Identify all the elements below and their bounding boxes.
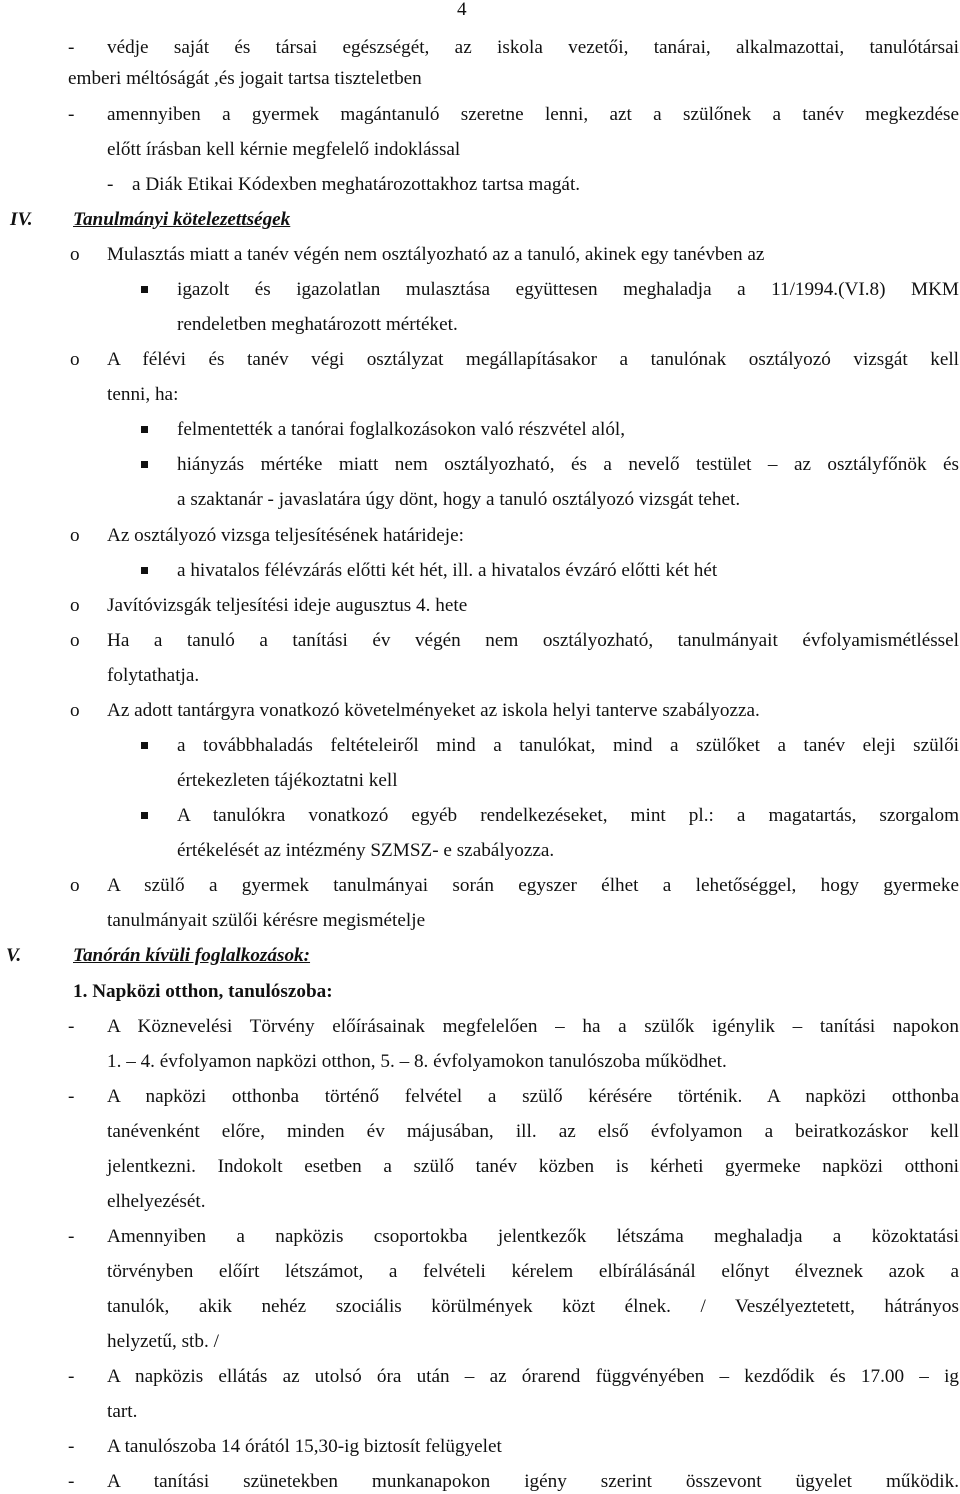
section-v-numeral: V. xyxy=(6,945,22,966)
section-v-title: Tanórán kívüli foglalkozások: xyxy=(73,945,311,966)
iv-p6-bullet-2-line-1: A tanulókra vonatkozó egyéb rendelkezéseket, mint pl.: a magatartás, szorgalom xyxy=(177,805,959,826)
iv-p1-bullet-1-line-2: rendeletben meghatározott mértéket. xyxy=(177,314,458,335)
v-d2-line-4: elhelyezését. xyxy=(107,1191,206,1212)
circle-marker: o xyxy=(70,875,80,896)
dash-marker: - xyxy=(68,1366,75,1387)
page-number: 4 xyxy=(457,0,467,20)
intro-item-2-line-1: amennyiben a gyermek magántanuló szeretne lenni, azt a szülőnek a tanév megkezdése xyxy=(107,104,959,125)
dash-marker: - xyxy=(68,104,75,125)
square-bullet-icon xyxy=(141,461,148,468)
intro-item-1-line-2: emberi méltóságát ,és jogait tartsa tiszteletben xyxy=(68,68,422,89)
dash-marker: - xyxy=(68,1086,75,1107)
iv-p2-line-1: A félévi és tanév végi osztályzat megállapításakor a tanulónak osztályozó vizsgát kell xyxy=(107,349,959,370)
iv-p3: Az osztályozó vizsga teljesítésének határideje: xyxy=(107,525,464,546)
iv-p5-line-1: Ha a tanuló a tanítási év végén nem osztályozható, tanulmányait évfolyamismétléssel xyxy=(107,630,959,651)
dash-marker: - xyxy=(68,1226,75,1247)
v-d4-line-1: A napközis ellátás az utolsó óra után – az órarend függvényében – kezdődik és 17.00 – ig xyxy=(107,1366,959,1387)
v-d5: A tanulószoba 14 órától 15,30-ig biztosít felügyelet xyxy=(107,1436,502,1457)
v-d1-line-1: A Köznevelési Törvény előírásainak megfelelően – ha a szülők igénylik – tanítási napokon xyxy=(107,1016,959,1037)
v-d3-line-4: helyzetű, stb. / xyxy=(107,1331,219,1352)
intro-item-3: a Diák Etikai Kódexben meghatározottakhoz tartsa magát. xyxy=(132,174,581,195)
square-bullet-icon xyxy=(141,812,148,819)
iv-p6-bullet-1-line-2: értekezleten tájékoztatni kell xyxy=(177,770,398,791)
iv-p1-bullet-1-line-1: igazolt és igazolatlan mulasztása együttesen meghaladja a 11/1994.(VI.8) MKM xyxy=(177,279,959,300)
circle-marker: o xyxy=(70,700,80,721)
iv-p7-line-1: A szülő a gyermek tanulmányai során egyszer élhet a lehetőséggel, hogy gyermeke xyxy=(107,875,959,896)
iv-p7-line-2: tanulmányait szülői kérésre megismételje xyxy=(107,910,426,931)
dash-marker: - xyxy=(68,37,75,58)
dash-marker: - xyxy=(68,1471,75,1492)
iv-p5-line-2: folytathatja. xyxy=(107,665,200,686)
iv-p4: Javítóvizsgák teljesítési ideje augusztus 4. hete xyxy=(107,595,468,616)
iv-p6-bullet-1-line-1: a továbbhaladás feltételeiről mind a tanulókat, mind a szülőket a tanév eleji szülői xyxy=(177,735,959,756)
circle-marker: o xyxy=(70,595,80,616)
iv-p2-bullet-1: felmentették a tanórai foglalkozásokon való részvétel alól, xyxy=(177,419,626,440)
v-d4-line-2: tart. xyxy=(107,1401,138,1422)
v-d2-line-1: A napközi otthonba történő felvétel a szülő kérésére történik. A napközi otthonba xyxy=(107,1086,959,1107)
v-d3-line-1: Amennyiben a napközis csoportokba jelentkezők létszáma meghaladja a közoktatási xyxy=(107,1226,959,1247)
v-d6: A tanítási szünetekben munkanapokon igény szerint összevont ügyelet működik. xyxy=(107,1471,959,1492)
section-iv-title: Tanulmányi kötelezettségek xyxy=(73,209,291,230)
intro-item-1-line-1: védje saját és társai egészségét, az iskola vezetői, tanárai, alkalmazottai, tanulótársai xyxy=(107,37,959,58)
v-d2-line-2: tanévenként előre, minden év májusában, ill. az első évfolyamon a beiratkozáskor kell xyxy=(107,1121,959,1142)
dash-marker: - xyxy=(68,1016,75,1037)
dash-marker: - xyxy=(107,174,114,195)
iv-p2-bullet-2-line-1: hiányzás mértéke miatt nem osztályozható, és a nevelő testület – az osztályfőnök és xyxy=(177,454,959,475)
iv-p6-bullet-2-line-2: értékelését az intézmény SZMSZ- e szabályozza. xyxy=(177,840,555,861)
square-bullet-icon xyxy=(141,426,148,433)
circle-marker: o xyxy=(70,244,80,265)
iv-p6: Az adott tantárgyra vonatkozó követelményeket az iskola helyi tanterve szabályozza. xyxy=(107,700,760,721)
section-v-subheading: 1. Napközi otthon, tanulószoba: xyxy=(73,981,333,1002)
square-bullet-icon xyxy=(141,567,148,574)
section-iv-numeral: IV. xyxy=(10,209,33,230)
circle-marker: o xyxy=(70,349,80,370)
intro-item-2-line-2: előtt írásban kell kérnie megfelelő indoklással xyxy=(107,139,461,160)
v-d2-line-3: jelentkezni. Indokolt esetben a szülő tanév közben is kérheti gyermeke napközi otthoni xyxy=(107,1156,959,1177)
v-d3-line-2: törvényben előírt létszámot, a felvételi kérelem elbírálásánál előnyt élveznek azok a xyxy=(107,1261,959,1282)
circle-marker: o xyxy=(70,630,80,651)
dash-marker: - xyxy=(68,1436,75,1457)
square-bullet-icon xyxy=(141,742,148,749)
iv-p2-bullet-2-line-2: a szaktanár - javaslatára úgy dönt, hogy a tanuló osztályozó vizsgát tehet. xyxy=(177,489,741,510)
iv-p3-bullet-1: a hivatalos félévzárás előtti két hét, ill. a hivatalos évzáró előtti két hét xyxy=(177,560,718,581)
circle-marker: o xyxy=(70,525,80,546)
v-d1-line-2: 1. – 4. évfolyamon napközi otthon, 5. – 8. évfolyamokon tanulószoba működhet. xyxy=(107,1051,727,1072)
iv-p2-line-2: tenni, ha: xyxy=(107,384,179,405)
square-bullet-icon xyxy=(141,286,148,293)
v-d3-line-3: tanulók, akik nehéz szociális körülmények közt élnek. / Veszélyeztetett, hátrányos xyxy=(107,1296,959,1317)
iv-p1-line-1: Mulasztás miatt a tanév végén nem osztályozható az a tanuló, akinek egy tanévben az xyxy=(107,244,765,265)
